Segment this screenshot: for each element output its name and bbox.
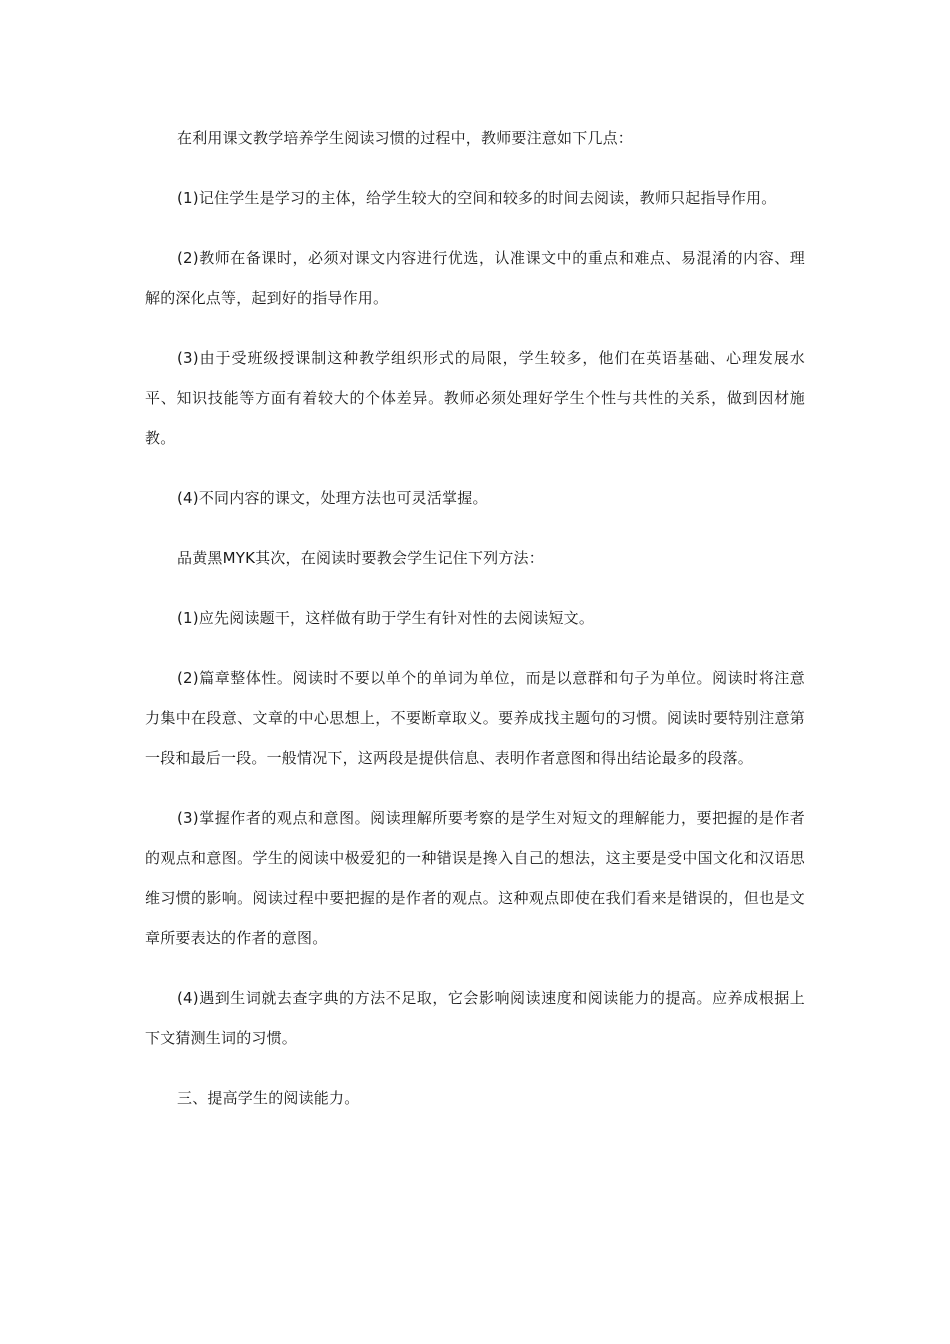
paragraph-point-2: (2)教师在备课时，必须对课文内容进行优选，认准课文中的重点和难点、易混淆的内容、理解的深化点等，起到好的指导作用。	[145, 249, 805, 307]
paragraph-method-3: (3)掌握作者的观点和意图。阅读理解所要考察的是学生对短文的理解能力，要把握的是作者的观点和意图。学生的阅读中极爱犯的一种错误是搀入自己的想法，这主要是受中国文化和汉语思维习惯的影响。阅读过程中要把握的是作者的观点。这种观点即使在我们看来是错误的，但也是文章所要表达的作者的意图。	[145, 809, 805, 947]
document-body	[145, 118, 805, 1138]
paragraph-method-1: (1)应先阅读题干，这样做有助于学生有针对性的去阅读短文。	[177, 609, 595, 627]
paragraph-point-1: (1)记住学生是学习的主体，给学生较大的空间和较多的时间去阅读，教师只起指导作用。	[177, 189, 777, 207]
paragraph-intro: 在利用课文教学培养学生阅读习惯的过程中，教师要注意如下几点：	[177, 129, 634, 147]
section-heading-3: 三、提高学生的阅读能力。	[177, 1089, 360, 1107]
paragraph-point-3: (3)由于受班级授课制这种教学组织形式的局限，学生较多，他们在英语基础、心理发展水平、知识技能等方面有着较大的个体差异。教师必须处理好学生个性与共性的关系，做到因材施教。	[145, 349, 805, 447]
paragraph-method-2: (2)篇章整体性。阅读时不要以单个的单词为单位，而是以意群和句子为单位。阅读时将注意力集中在段意、文章的中心思想上，不要断章取义。要养成找主题句的习惯。阅读时要特别注意第一段和最后一段。一般情况下，这两段是提供信息、表明作者意图和得出结论最多的段落。	[145, 669, 805, 767]
paragraph-point-4: (4)不同内容的课文，处理方法也可灵活掌握。	[177, 489, 488, 507]
paragraph-methods-intro: 品黄黑MYK其次，在阅读时要教会学生记住下列方法：	[177, 549, 544, 567]
paragraph-method-4: (4)遇到生词就去查字典的方法不足取，它会影响阅读速度和阅读能力的提高。应养成根据上下文猜测生词的习惯。	[145, 989, 805, 1047]
